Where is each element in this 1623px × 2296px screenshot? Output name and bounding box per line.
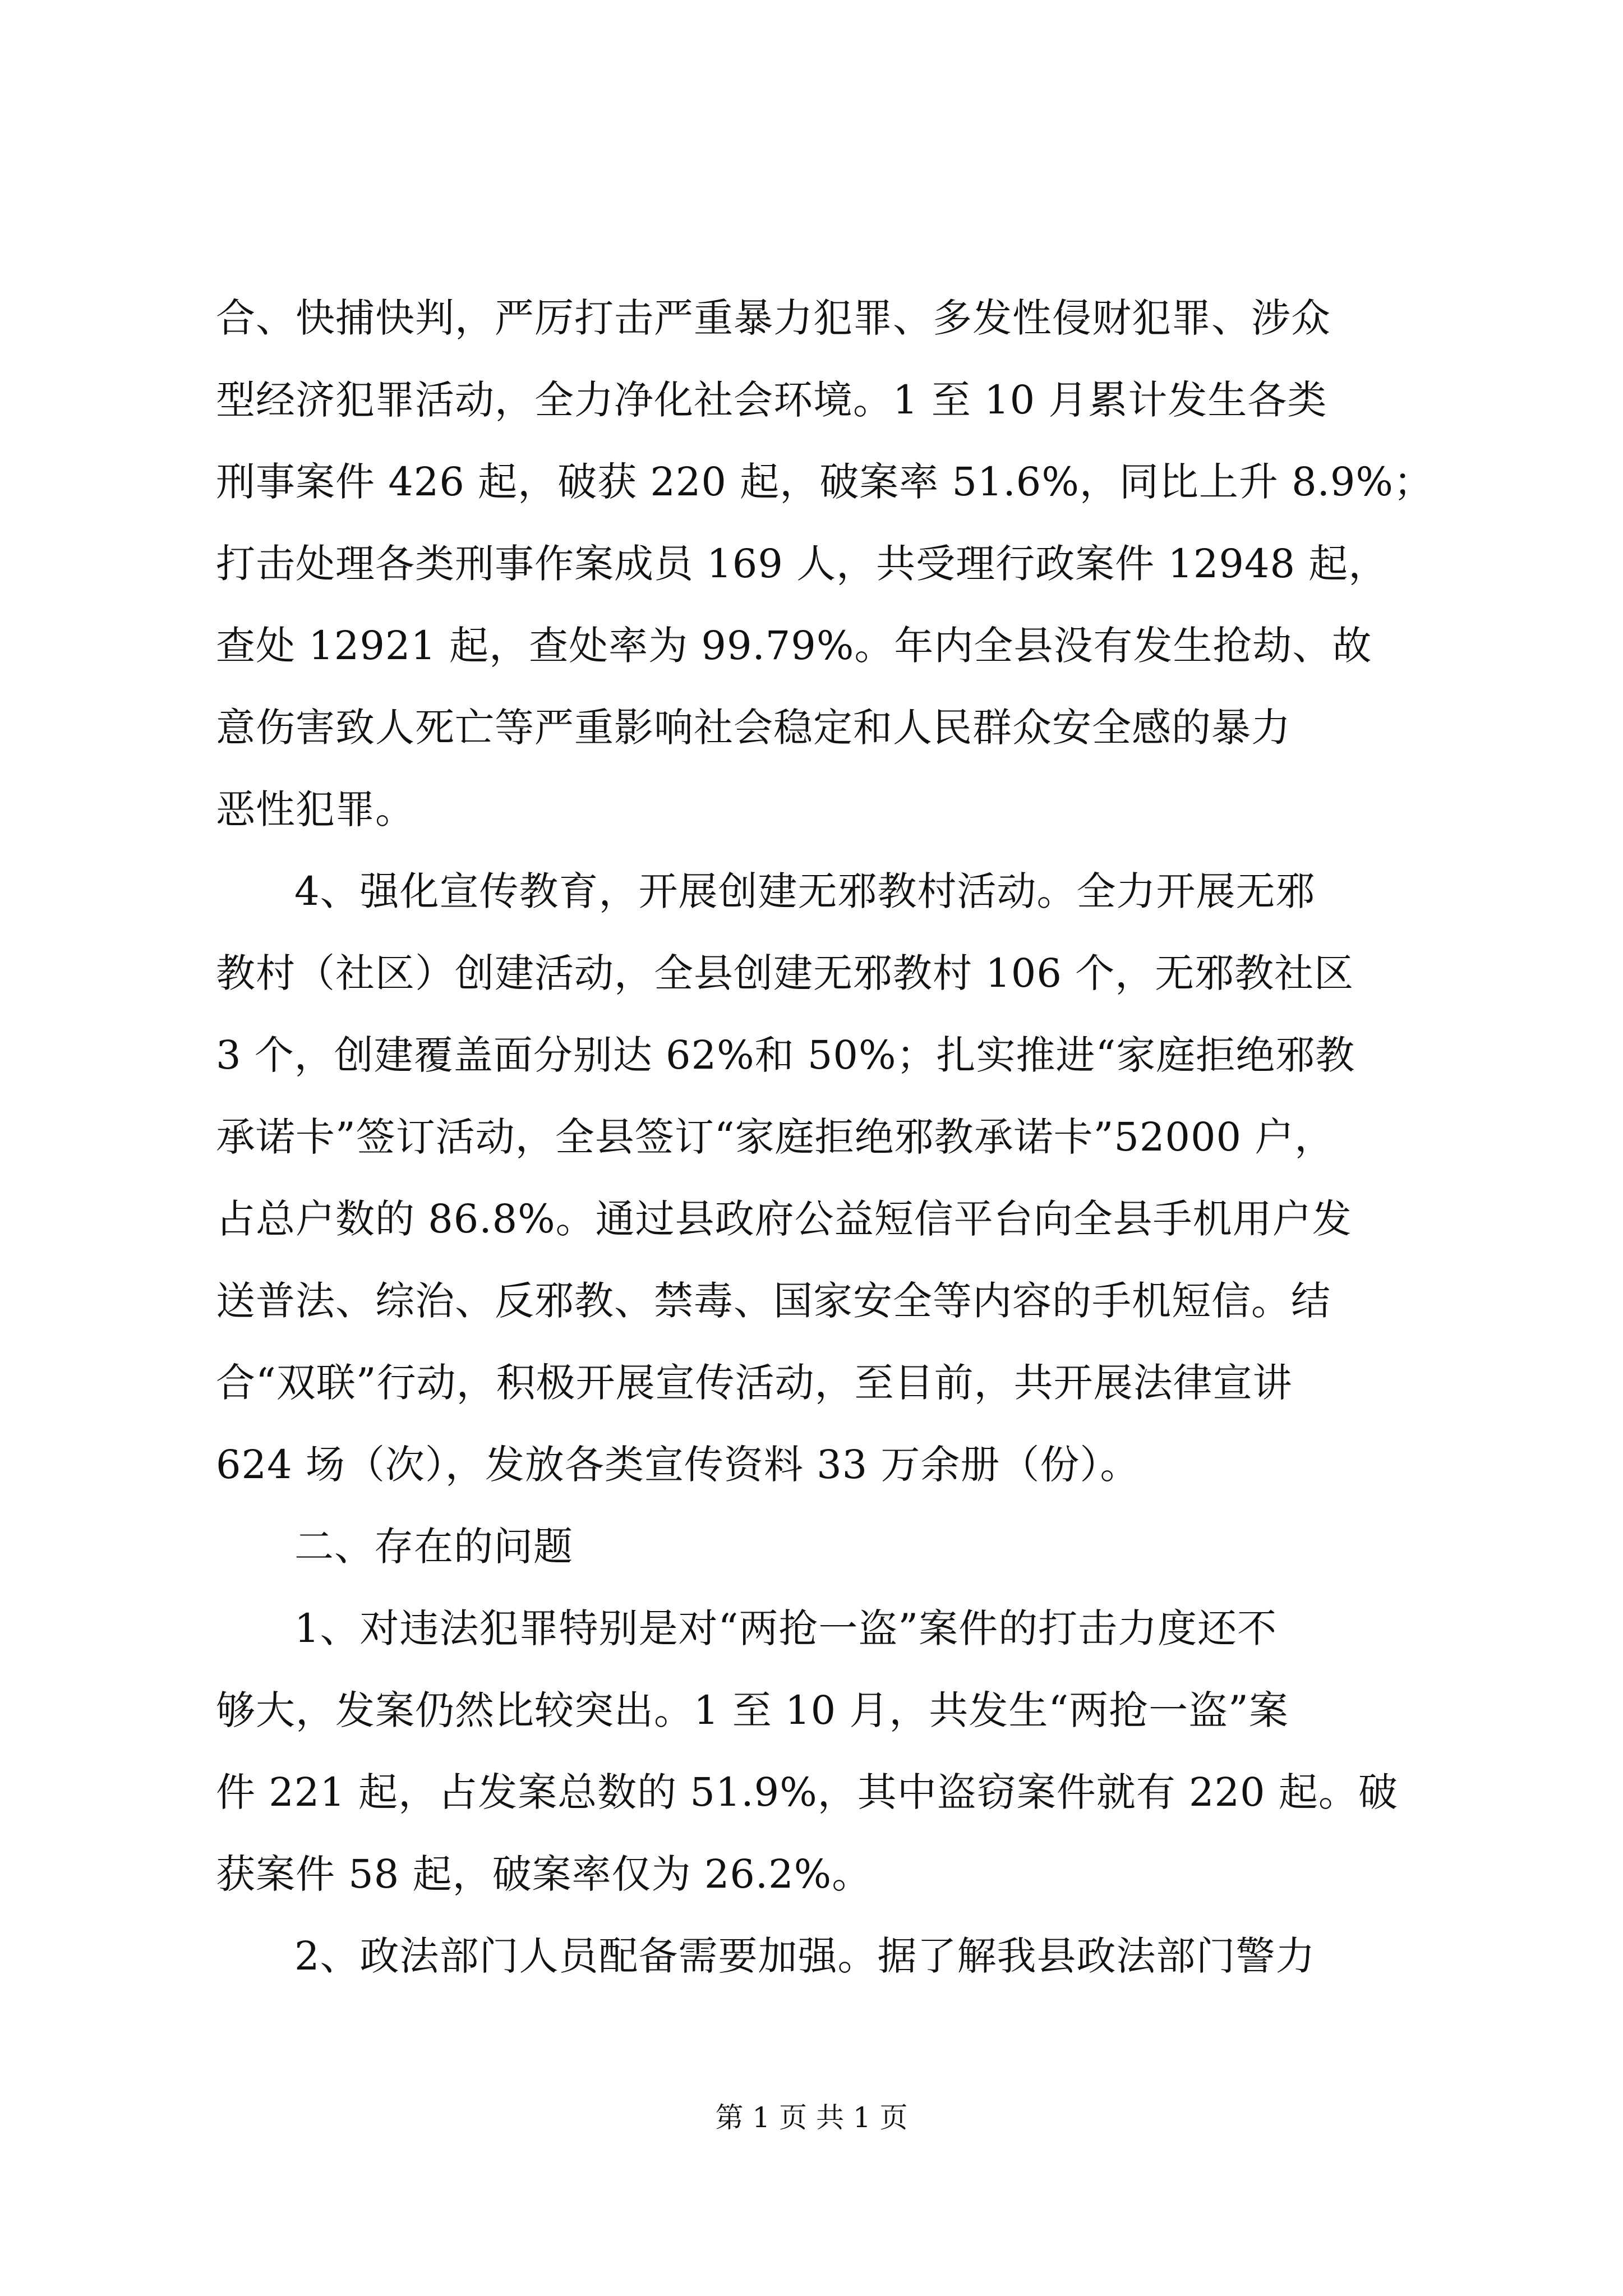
text-line: 件 221 起，占发案总数的 51.9%，其中盗窃案件就有 220 起。破 — [216, 1769, 1398, 1815]
text-line: 合“双联”行动，积极开展宣传活动，至目前，共开展法律宣讲 — [216, 1360, 1293, 1406]
text-line: 够大，发案仍然比较突出。1 至 10 月，共发生“两抢一盗”案 — [216, 1687, 1289, 1733]
text-line: 打击处理各类刑事作案成员 169 人，共受理行政案件 12948 起， — [216, 541, 1389, 587]
text-line: 刑事案件 426 起，破获 220 起，破案率 51.6%，同比上升 8.9%； — [216, 459, 1433, 505]
text-line: 意伤害致人死亡等严重影响社会稳定和人民群众安全感的暴力 — [216, 705, 1291, 751]
text-line: 恶性犯罪。 — [216, 786, 415, 832]
paragraph-start-line: 1、对违法犯罪特别是对“两抢一盗”案件的打击力度还不 — [294, 1605, 1278, 1651]
text-line: 型经济犯罪活动，全力净化社会环境。1 至 10 月累计发生各类 — [216, 377, 1327, 423]
text-line: 查处 12921 起，查处率为 99.79%。年内全县没有发生抢劫、故 — [216, 623, 1372, 669]
text-line: 624 场（次），发放各类宣传资料 33 万余册（份）。 — [216, 1442, 1140, 1488]
text-line: 合、快捕快判，严厉打击严重暴力犯罪、多发性侵财犯罪、涉众 — [216, 295, 1331, 341]
text-line: 教村（社区）创建活动，全县创建无邪教村 106 个，无邪教社区 — [216, 950, 1354, 996]
section-heading: 二、存在的问题 — [294, 1524, 573, 1570]
page-footer: 第 1 页 共 1 页 — [715, 2101, 908, 2134]
text-line: 承诺卡”签订活动，全县签订“家庭拒绝邪教承诺卡”52000 户， — [216, 1114, 1335, 1160]
text-line: 送普法、综治、反邪教、禁毒、国家安全等内容的手机短信。结 — [216, 1278, 1331, 1324]
text-line: 占总户数的 86.8%。通过县政府公益短信平台向全县手机用户发 — [216, 1196, 1352, 1242]
paragraph-start-line: 4、强化宣传教育，开展创建无邪教村活动。全力开展无邪 — [294, 868, 1316, 914]
text-line: 获案件 58 起，破案率仅为 26.2%。 — [216, 1851, 872, 1897]
text-line: 3 个，创建覆盖面分别达 62%和 50%；扎实推进“家庭拒绝邪教 — [216, 1032, 1355, 1078]
paragraph-start-line: 2、政法部门人员配备需要加强。据了解我县政法部门警力 — [294, 1933, 1316, 1979]
